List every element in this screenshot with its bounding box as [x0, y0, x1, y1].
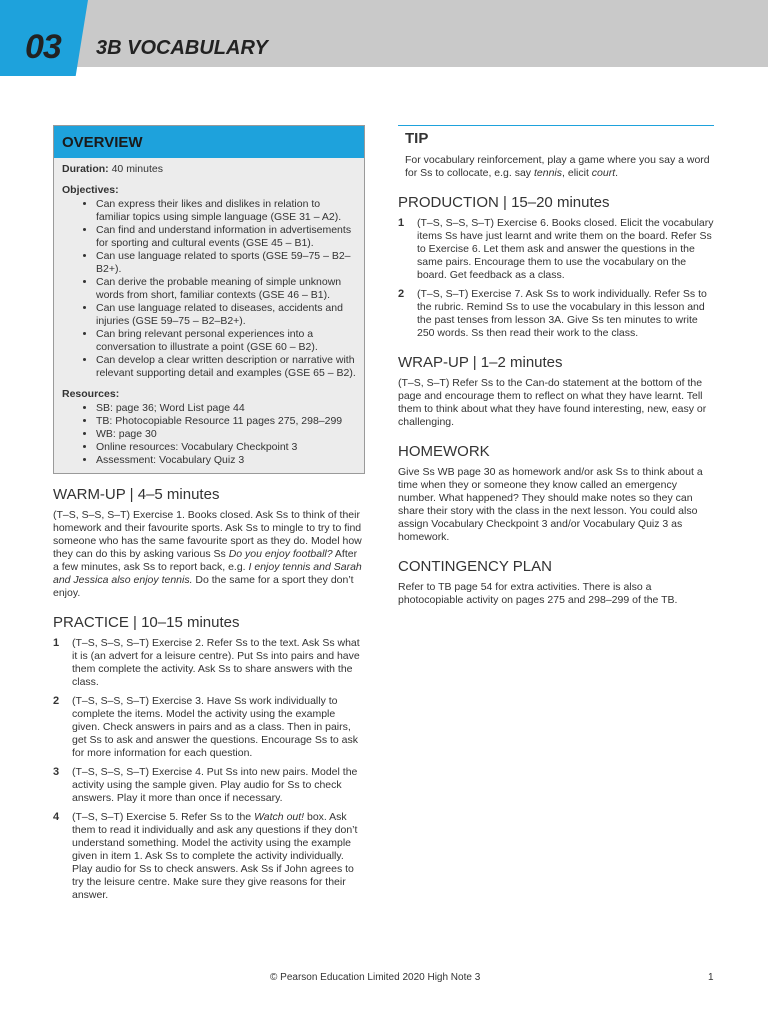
- production-item-2: [398, 288, 714, 340]
- duration-label: Duration:: [62, 163, 109, 175]
- item-number: 1: [53, 637, 60, 649]
- homework-heading: HOMEWORK: [398, 443, 490, 460]
- resources-list: [62, 402, 356, 467]
- practice-heading: PRACTICE | 10–15 minutes: [53, 614, 240, 631]
- overview-heading: OVERVIEW: [54, 126, 364, 158]
- warmup-heading: WARM-UP | 4–5 minutes: [53, 486, 220, 503]
- list-item: • Can use language related to diseases, accidents and injuries (GSE 59–75 – B2–B2+).: [96, 302, 356, 328]
- production-heading: PRODUCTION | 15–20 minutes: [398, 194, 610, 211]
- item-number: 2: [53, 695, 60, 707]
- list-item: • Can bring relevant personal experiences into a conversation to illustrate a point (GSE 60 – B2).: [96, 328, 356, 354]
- overview-body: [54, 158, 364, 473]
- left-column: [53, 125, 365, 908]
- list-item: • Can find and understand information in advertisements for sporting and cultural events (GSE 45 – B1).: [96, 224, 356, 250]
- list-item: • TB: Photocopiable Resource 11 pages 275, 298–299: [96, 415, 356, 428]
- item-text: (T–S, S–S, S–T) Exercise 4. Put Ss into new pairs. Model the activity using the sample given. Play audio for Ss to check answers. Play it more than once if necessary.: [72, 766, 358, 804]
- item-number: 3: [53, 766, 60, 778]
- tip-text: For vocabulary reinforcement, play a game where you say a word for Ss to collocate, e.g. say tennis, elicit court.: [405, 154, 710, 179]
- objectives-label: Objectives:: [62, 184, 119, 196]
- list-item: • Assessment: Vocabulary Quiz 3: [96, 454, 356, 467]
- unit-number: 03: [25, 28, 61, 66]
- tip-box: [398, 125, 714, 180]
- item-text: (T–S, S–T) Exercise 5. Refer Ss to the Watch out! box. Ask them to read it individually and ask any questions if they don’t understand something. Model the activity using the example given in item 1. Ask Ss to complete the activity individually. Play audio for Ss to check answers. Ask Ss if John agrees to try the leisure centre. Make sure they give reasons for their answer.: [72, 811, 358, 901]
- list-item: • SB: page 36; Word List page 44: [96, 402, 356, 415]
- objectives-list: [62, 198, 356, 380]
- duration-line: [62, 163, 356, 176]
- right-column: [398, 125, 714, 607]
- item-number: 4: [53, 811, 60, 823]
- homework-text: Give Ss WB page 30 as homework and/or ask Ss to think about a time when they or someone they know called an emergency number. What happened? They should make notes so they can share their story with the class in the next lesson. You could also assign Vocabulary Checkpoint 3 and/or Vocabulary Quiz 3 as homework.: [398, 466, 703, 543]
- item-text: (T–S, S–S, S–T) Exercise 6. Books closed. Elicit the vocabulary items Ss have just learnt and write them on the board. Refer Ss to Exercise 6. Let them ask and answer the questions in the same pairs. Encourage them to use the vocabulary on the board. Get feedback as a class.: [417, 217, 714, 281]
- tip-heading: TIP: [405, 130, 429, 147]
- resources-label: Resources:: [62, 388, 120, 400]
- footer-copyright: © Pearson Education Limited 2020 High Note 3: [270, 972, 481, 983]
- item-number: 1: [398, 217, 405, 229]
- list-item: • Can use language related to sports (GSE 59–75 – B2–B2+).: [96, 250, 356, 276]
- item-text: (T–S, S–T) Exercise 7. Ask Ss to work individually. Refer Ss to the rubric. Remind Ss to use the vocabulary in this lesson and the past tenses from lesson 3A. Give Ss ten minutes to write 250 words. Ss then read their work to the class.: [417, 288, 707, 339]
- production-item-1: [398, 217, 714, 282]
- list-item: • Can express their likes and dislikes in relation to familiar topics using simple language (GSE 31 – A2).: [96, 198, 356, 224]
- practice-item-1: [53, 637, 365, 689]
- contingency-heading: CONTINGENCY PLAN: [398, 558, 552, 575]
- list-item: • WB: page 30: [96, 428, 356, 441]
- duration-value: 40 minutes: [111, 163, 163, 175]
- warmup-text: (T–S, S–S, S–T) Exercise 1. Books closed. Ask Ss to think of their homework and their favourite sports. Ask Ss to mingle to try to find someone who has the same favourite sport as they do. Model how they can do this by asking various Ss Do you enjoy football? After a few minutes, ask Ss to report back, e.g. I enjoy tennis and Sarah and Jessica also enjoy tennis. Do the same for a sport they don’t enjoy.: [53, 509, 362, 599]
- list-item: • Online resources: Vocabulary Checkpoint 3: [96, 441, 356, 454]
- item-text: (T–S, S–S, S–T) Exercise 3. Have Ss work individually to complete the items. Model the activity using the example given. Check answers in pairs and as a class. Then in pairs, get Ss to ask and answer the questions. Encourage Ss to ask for more information for each question.: [72, 695, 359, 759]
- contingency-text: Refer to TB page 54 for extra activities. There is also a photocopiable activity on pages 275 and 298–299 of the TB.: [398, 581, 678, 606]
- list-item: • Can derive the probable meaning of simple unknown words from short, familiar contexts (GSE 46 – B1).: [96, 276, 356, 302]
- practice-item-2: [53, 695, 365, 760]
- wrapup-text: (T–S, S–T) Refer Ss to the Can-do statement at the bottom of the page and encourage them to reflect on what they have learnt. Tell them to think about what they have found interesting, new, easy or challenging.: [398, 377, 707, 428]
- overview-box: [53, 125, 365, 474]
- list-item: • Can develop a clear written description or narrative with relevant supporting detail and examples (GSE 65 – B2).: [96, 354, 356, 380]
- item-text: (T–S, S–S, S–T) Exercise 2. Refer Ss to the text. Ask Ss what it is (an advert for a leisure centre). Put Ss into pairs and have them complete the activity. Ask Ss to share answers with the class.: [72, 637, 360, 688]
- wrapup-heading: WRAP-UP | 1–2 minutes: [398, 354, 563, 371]
- page-title: 3B VOCABULARY: [96, 37, 268, 59]
- practice-item-4: [53, 811, 365, 902]
- item-number: 2: [398, 288, 405, 300]
- page-number: 1: [708, 972, 714, 983]
- practice-item-3: [53, 766, 365, 805]
